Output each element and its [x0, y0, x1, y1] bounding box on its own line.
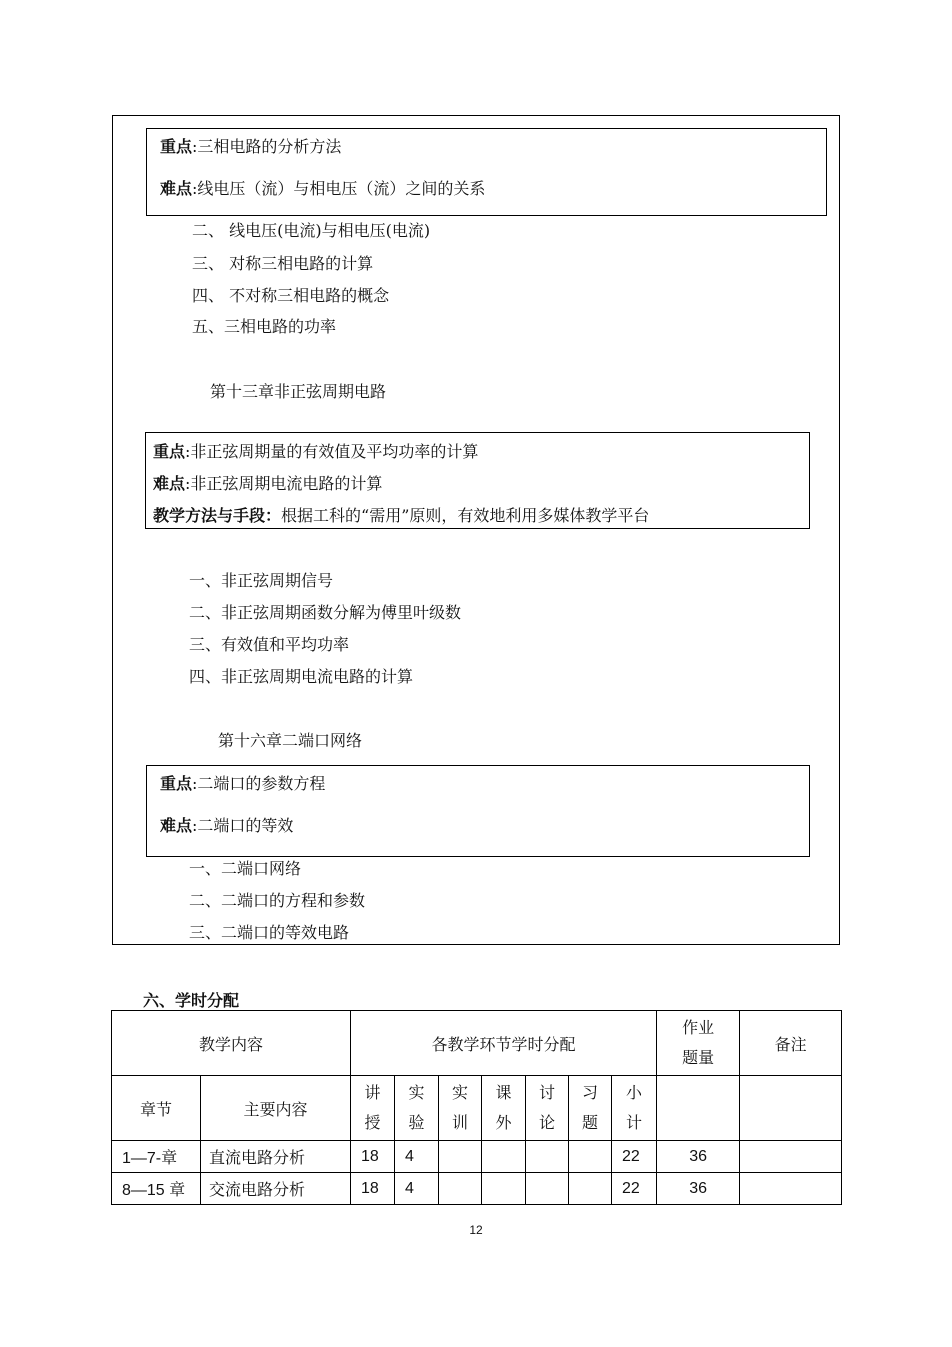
ch16-difficulty: 难点:二端口的等效	[160, 816, 294, 835]
cell-discussion	[526, 1141, 569, 1173]
ch13-item: 四、非正弦周期电流电路的计算	[189, 667, 414, 686]
ch16-title: 第十六章二端口网络	[218, 731, 363, 750]
header-subtotal: 小 计	[612, 1076, 657, 1141]
header-training: 实 训	[439, 1076, 482, 1141]
ch13-difficulty: 难点:非正弦周期电流电路的计算	[153, 474, 383, 493]
cell-subtotal: 22	[612, 1173, 657, 1205]
header-homework: 作业 题量	[657, 1011, 740, 1076]
header-homework-empty	[657, 1076, 740, 1141]
ch12-difficulty: 难点:线电压（流）与相电压（流）之间的关系	[160, 179, 486, 198]
header-lecture: 讲 授	[351, 1076, 395, 1141]
cell-discussion	[526, 1173, 569, 1205]
ch12-key-point: 重点:三相电路的分析方法	[160, 137, 342, 156]
header-exercise: 习 题	[569, 1076, 612, 1141]
header-lab: 实 验	[395, 1076, 439, 1141]
ch16-key-point: 重点:二端口的参数方程	[160, 774, 326, 793]
cell-exercise	[569, 1173, 612, 1205]
header-remarks: 备注	[740, 1011, 842, 1076]
ch13-key-point: 重点:非正弦周期量的有效值及平均功率的计算	[153, 442, 479, 461]
hours-table	[111, 1010, 842, 1205]
ch16-item: 二、二端口的方程和参数	[189, 891, 366, 910]
ch16-item: 一、二端口网络	[189, 859, 302, 878]
header-discussion: 讨 论	[526, 1076, 569, 1141]
cell-lecture: 18	[351, 1141, 395, 1173]
header-remarks-empty	[740, 1076, 842, 1141]
table-row	[112, 1141, 842, 1173]
ch13-item: 三、有效值和平均功率	[189, 635, 350, 654]
ch13-method: 教学方法与手段：根据工科的“需用”原则，有效地利用多媒体教学平台	[153, 506, 650, 525]
cell-subtotal: 22	[612, 1141, 657, 1173]
header-teaching-content: 教学内容	[112, 1011, 351, 1076]
ch12-item: 五、三相电路的功率	[192, 317, 337, 336]
table-row	[112, 1173, 842, 1205]
section-heading: 六、学时分配	[143, 991, 240, 1010]
header-main-content: 主要内容	[201, 1076, 351, 1141]
cell-exercise	[569, 1141, 612, 1173]
header-extracurricular: 课 外	[482, 1076, 526, 1141]
cell-lab: 4	[395, 1173, 439, 1205]
header-chapter: 章节	[112, 1076, 201, 1141]
cell-content: 直流电路分析	[201, 1141, 351, 1173]
cell-lecture: 18	[351, 1173, 395, 1205]
ch16-item: 三、二端口的等效电路	[189, 923, 350, 942]
cell-remarks	[740, 1141, 842, 1173]
ch12-item: 三、 对称三相电路的计算	[192, 254, 374, 273]
cell-extracurricular	[482, 1173, 526, 1205]
cell-training	[439, 1173, 482, 1205]
cell-remarks	[740, 1173, 842, 1205]
ch12-item: 二、 线电压(电流)与相电压(电流)	[192, 221, 431, 240]
ch13-item: 一、非正弦周期信号	[189, 571, 334, 590]
cell-training	[439, 1141, 482, 1173]
cell-homework: 36	[657, 1173, 740, 1205]
cell-lab: 4	[395, 1141, 439, 1173]
cell-extracurricular	[482, 1141, 526, 1173]
ch13-title: 第十三章非正弦周期电路	[210, 382, 387, 401]
cell-chapter: 1—7-章	[112, 1141, 201, 1173]
header-hour-allocation: 各教学环节学时分配	[351, 1011, 657, 1076]
ch12-item: 四、 不对称三相电路的概念	[192, 286, 390, 305]
cell-content: 交流电路分析	[201, 1173, 351, 1205]
ch13-item: 二、非正弦周期函数分解为傅里叶级数	[189, 603, 462, 622]
page-number: 12	[469, 1223, 483, 1237]
cell-chapter: 8—15 章	[112, 1173, 201, 1205]
cell-homework: 36	[657, 1141, 740, 1173]
